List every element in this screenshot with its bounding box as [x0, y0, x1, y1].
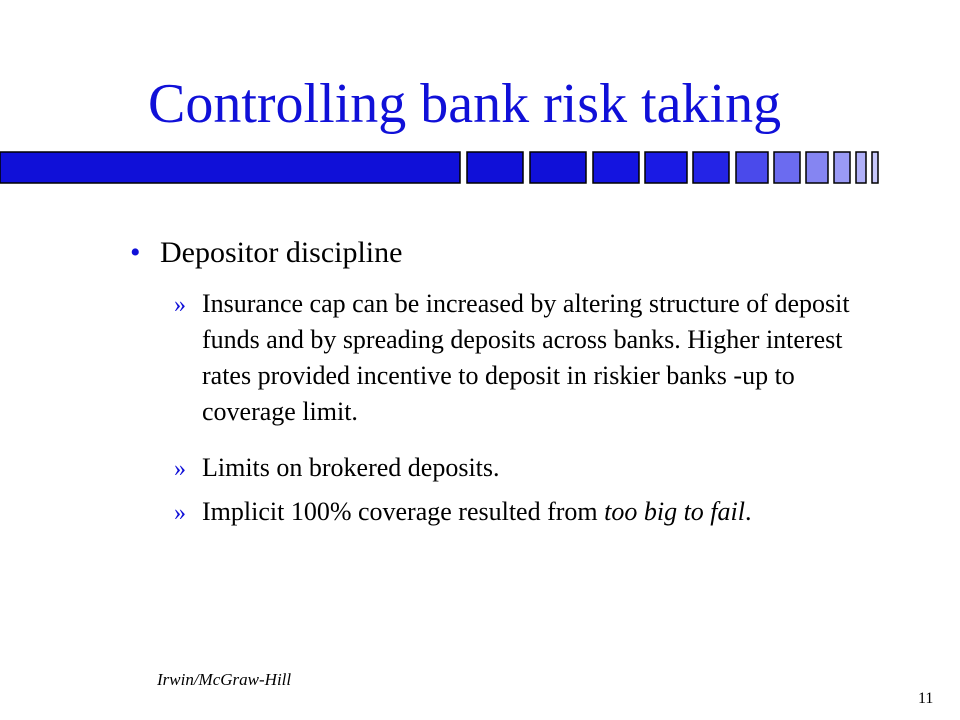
sub-item: [174, 450, 882, 487]
sub-item-suffix: .: [744, 497, 752, 526]
decorative-bar-strip: [0, 150, 960, 186]
bar-segment: [872, 152, 878, 183]
slide-title: Controlling bank risk taking: [148, 73, 782, 135]
bar-segment: [0, 152, 460, 183]
sub-item-text: Insurance cap can be increased by altering structure of deposit funds and by spreading deposits across banks. Higher interest rates provided incentive to deposit in riskier banks -up to coverage limit.: [202, 289, 850, 426]
bullet-marker: •: [130, 236, 141, 269]
page-number: 11: [918, 690, 934, 707]
bullet-text: Depositor discipline: [160, 236, 403, 269]
sub-item-emphasis: too big to fail: [604, 497, 745, 526]
bar-segment: [736, 152, 768, 183]
sub-item-marker: »: [174, 456, 186, 482]
bar-segment: [834, 152, 850, 183]
sub-item-text-main: Implicit 100% coverage resulted from: [202, 497, 605, 526]
bar-segment: [856, 152, 866, 183]
bar-segment: [593, 152, 639, 183]
bullet-item: [130, 236, 402, 270]
bar-segment: [693, 152, 729, 183]
sub-item: [174, 494, 882, 531]
sub-item-marker: »: [174, 292, 186, 318]
sub-item-text: [202, 494, 882, 530]
sub-item-text: Limits on brokered deposits.: [202, 453, 500, 482]
publisher-footer: Irwin/McGraw-Hill: [157, 670, 292, 689]
bar-segment: [645, 152, 687, 183]
bar-segment: [774, 152, 800, 183]
bar-segment: [467, 152, 523, 183]
sub-item-marker: »: [174, 500, 186, 526]
bar-segment: [806, 152, 828, 183]
sub-item: [174, 286, 882, 430]
bar-segment: [530, 152, 586, 183]
